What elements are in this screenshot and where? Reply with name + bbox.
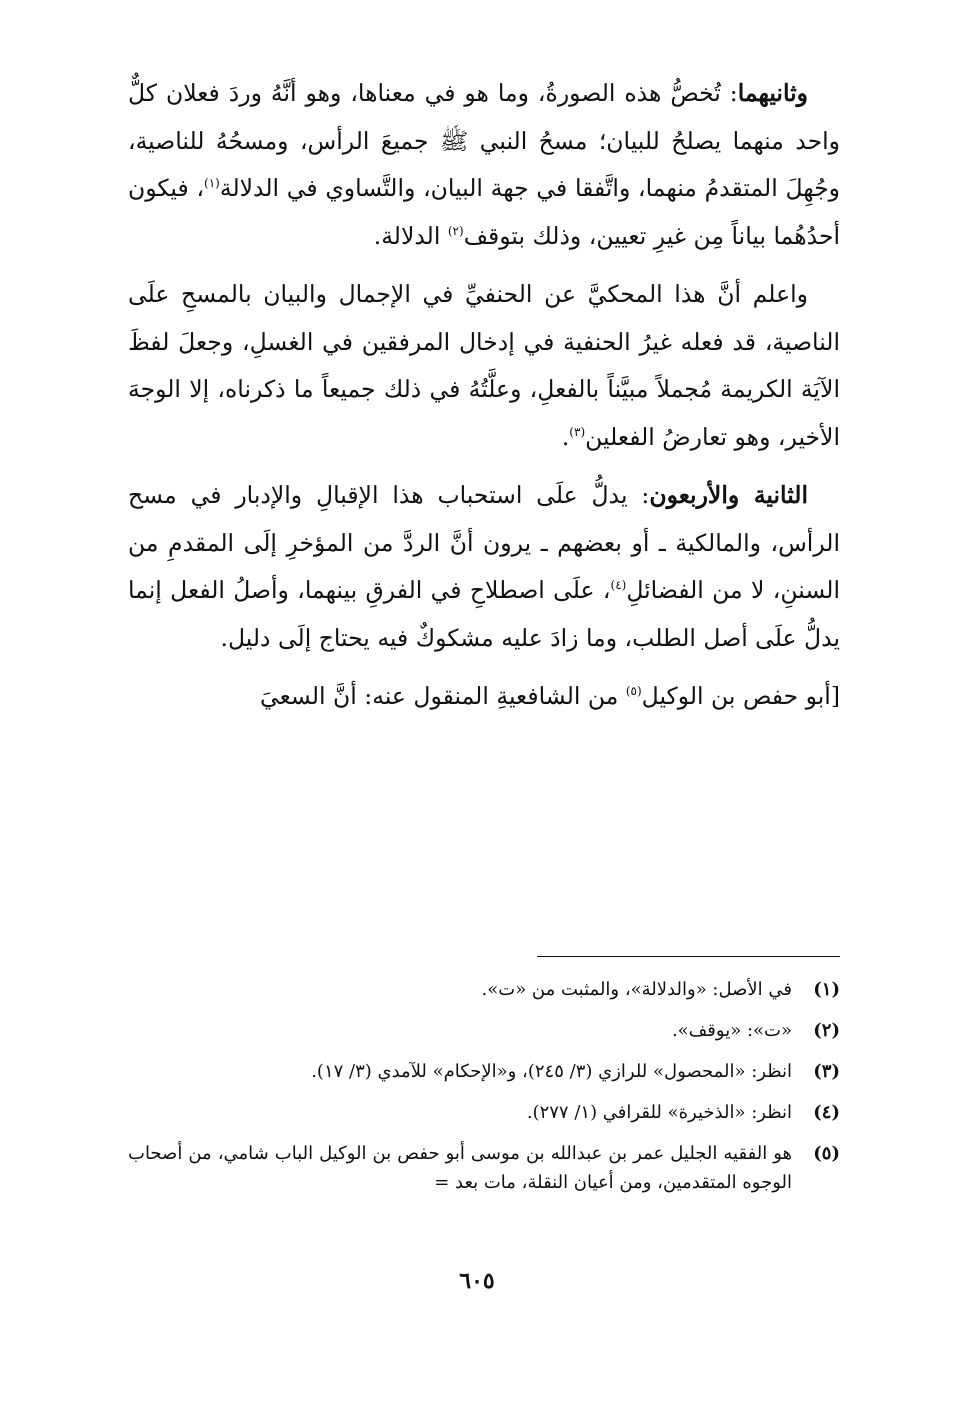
- footnote: [128, 1139, 840, 1197]
- page-number: ٦٠٥: [459, 1268, 495, 1294]
- text-span: : يدلُّ علَى استحباب هذا الإقبالِ والإدبار في مسح الرأس، والمالكية ـ أو بعضهم ـ يرون أنَّ الردَّ من المؤخرِ إلَى المقدمِ من السننِ، لا من الفضائلِ: [128, 481, 840, 604]
- footnote-ref: (١): [204, 176, 220, 190]
- footnote: [128, 975, 840, 1004]
- footnote: [128, 1016, 840, 1045]
- footnote: [128, 1057, 840, 1086]
- text-span: ، علَى اصطلاحِ في الفرقِ بينهما، وأصلُ الفعل إنما يدلُّ علَى أصل الطلب، وما زادَ عليه مشكوكٌ فيه يحتاج إلَى دليل.: [128, 576, 840, 652]
- text-span: [أبو حفص بن الوكيل: [641, 682, 840, 710]
- text-span: : تُخصُّ هذه الصورةُ، وما هو في معناها، وهو أنَّهُ وردَ فعلان كلٌّ واحد منهما يصلحُ للبيان؛ مسحُ النبي ﷺ جميعَ الرأس، ومسحُهُ للناصية، وجُهِلَ المتقدمُ منهما، واتَّفقا في جهة البيان، والتَّساوي في الدلالة: [128, 79, 840, 202]
- footnote-text: انظر: «المحصول» للرازي (٣/ ٢٤٥)، و«الإحكام» للآمدي (٣/ ١٧).: [311, 1061, 792, 1082]
- paragraph-2: [128, 271, 840, 461]
- footnote-ref: (٢): [447, 223, 464, 238]
- lead-word: وثانيهما: [737, 79, 808, 107]
- footnote: [128, 1098, 840, 1127]
- footnote-number: (٣): [813, 1061, 840, 1082]
- text-span: واعلم أنَّ هذا المحكيَّ عن الحنفيِّ في الإجمال والبيان بالمسحِ علَى الناصية، قد فعله غيرُ الحنفية في إدخال المرفقين في الغسلِ، وجعلَ لفظَ الآيَة الكريمة مُجملاً مبيَّناً بالفعلِ، وعلَّتُهُ في ذلك جميعاً ما ذكرناه، إلا الوجهَ الأخير، وهو تعارضُ الفعلين: [128, 280, 840, 451]
- text-span: .: [561, 422, 570, 451]
- footnote-number: (٥): [813, 1143, 840, 1164]
- paragraph-1: [128, 70, 840, 260]
- footnote-text: هو الفقيه الجليل عمر بن عبدالله بن موسى أبو حفص بن الوكيل الباب شامي، من أصحاب الوجوه المتقدمين، ومن أعيان النقلة، مات بعد =: [128, 1143, 792, 1193]
- footnote-number: (٤): [813, 1102, 840, 1123]
- main-text: [128, 70, 840, 721]
- footnote-ref: (٣): [569, 424, 586, 439]
- paragraph-3: [128, 472, 840, 662]
- footnote-number: (١): [813, 979, 840, 1000]
- footnote-divider: [537, 956, 840, 957]
- text-span: من الشافعيةِ المنقول عنه: أنَّ السعيَ: [260, 682, 626, 710]
- lead-word: الثانية والأربعون: [649, 481, 808, 509]
- footnote-text: «ت»: «يوقف».: [671, 1020, 792, 1041]
- footnotes: [128, 975, 840, 1209]
- footnote-ref: (٥): [625, 684, 642, 698]
- footnote-text: في الأصل: «والدلالة»، والمثبت من «ت».: [481, 979, 792, 1000]
- footnote-number: (٢): [813, 1020, 840, 1041]
- footnote-text: انظر: «الذخيرة» للقرافي (١/ ٢٧٧).: [526, 1102, 792, 1123]
- text-span: ، فيكون أحدُهُما بياناً مِن غيرِ تعيين، وذلك بتوقف: [128, 174, 840, 250]
- footnote-ref: (٤): [610, 578, 627, 592]
- paragraph-4: [128, 673, 840, 721]
- text-span: الدلالة.: [373, 221, 448, 250]
